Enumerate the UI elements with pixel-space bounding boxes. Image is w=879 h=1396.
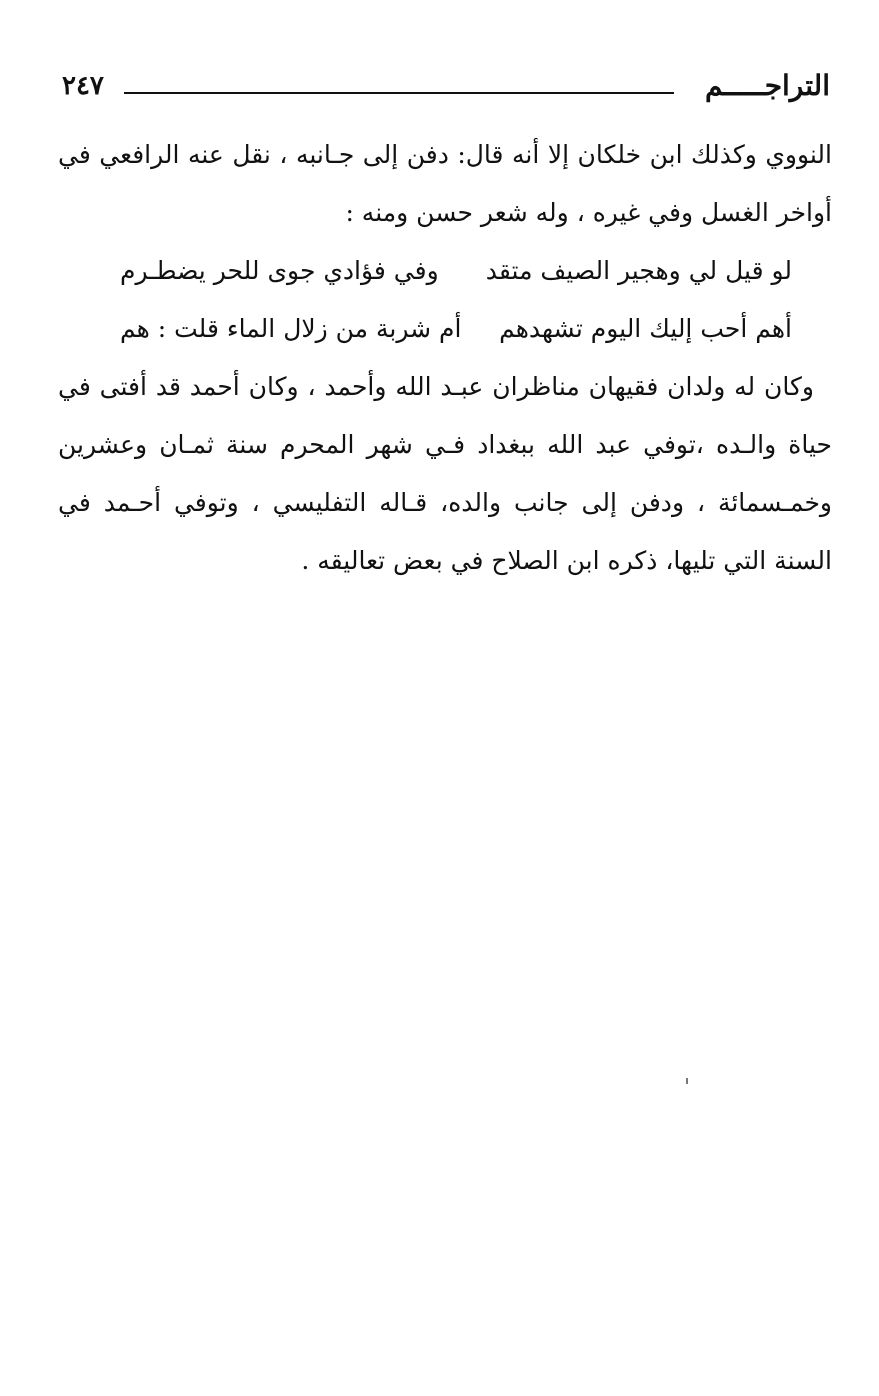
running-title: التراجـــــم <box>705 69 830 102</box>
page-header <box>62 66 830 106</box>
verse-1 <box>120 242 792 300</box>
poem <box>58 242 832 358</box>
verse-2-first-hemistich: أهم أحب إليك اليوم تشهدهم <box>499 314 792 343</box>
header-rule <box>124 92 674 94</box>
paragraph-2: وكان له ولدان فقيهان مناظران عبـد الله وأحمد ، وكان أحمد قد أفتى في حياة والـده ،توفي عبد الله ببغداد فـي شهر المحرم سنة ثمـان وعشرين وخمـسمائة ، ودفن إلى جانب والده، قـاله التفليسي ، وتوفي أحـمد في السنة التي تليها، ذكره ابن الصلاح في بعض تعاليقه . <box>58 372 832 575</box>
verse-2-second-hemistich: أم شربة من زلال الماء قلت : هم <box>120 314 462 343</box>
body-text <box>58 126 832 590</box>
verse-2 <box>120 300 792 358</box>
verse-1-first-hemistich: لو قيل لي وهجير الصيف متقد <box>485 256 792 285</box>
verse-1-second-hemistich: وفي فؤادي جوى للحر يضطـرم <box>120 256 439 285</box>
paragraph-1: النووي وكذلك ابن خلكان إلا أنه قال: دفن إلى جـانبه ، نقل عنه الرافعي في أواخر الغسل وفي غيره ، وله شعر حسن ومنه : <box>58 140 832 227</box>
page-number: ٢٤٧ <box>62 71 104 101</box>
scan-speck <box>686 1078 688 1084</box>
